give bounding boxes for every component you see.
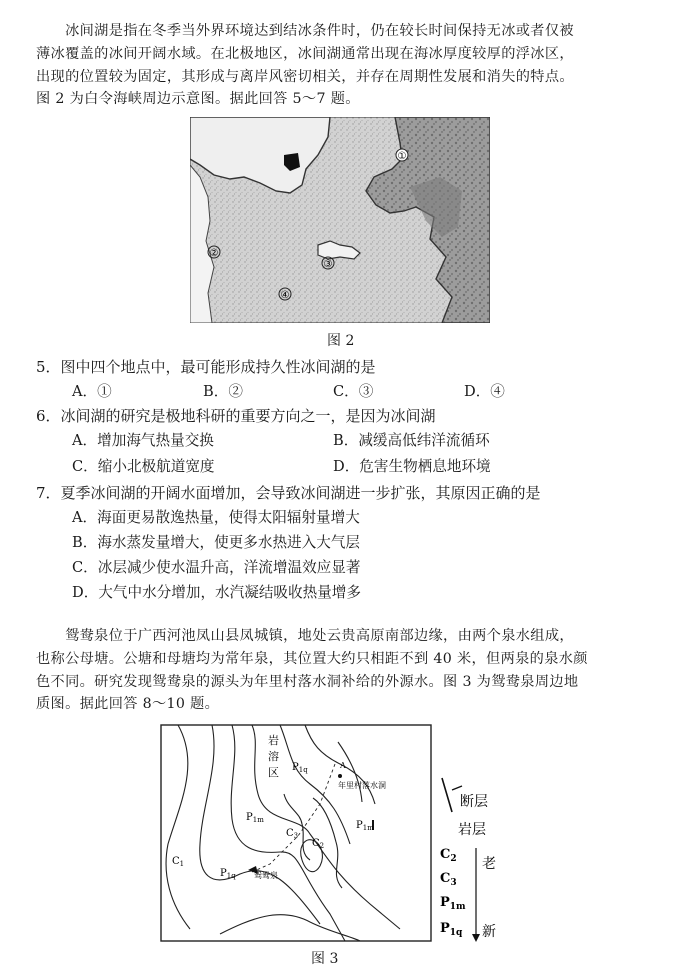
- question-7-option-b[interactable]: B．海水蒸发量增大，使更多水热进入大气层: [72, 534, 361, 551]
- map-label-spring: 鸳鸯泉: [254, 871, 278, 880]
- svg-text:①: ①: [397, 151, 407, 162]
- svg-text:④: ④: [280, 290, 290, 301]
- legend-stratum-1: $C_2$: [440, 847, 457, 864]
- question-5-option-b[interactable]: B．②: [203, 383, 243, 400]
- map-label-p1q-top: $P_{1q}$: [292, 762, 308, 774]
- question-6-stem: 6．冰间湖的研究是极地科研的重要方向之一，是因为冰间湖: [36, 407, 436, 425]
- legend-old: 老: [482, 856, 496, 872]
- map-label-c1: $C_1$: [172, 856, 185, 868]
- map-label-p1q-bottom: $P_{1q}$: [220, 868, 236, 880]
- figure-3-legend: [436, 776, 506, 946]
- passage-1: [36, 20, 668, 111]
- map-label-rock-2: 溶: [268, 750, 279, 763]
- figure-3-caption: 图 3: [311, 951, 339, 967]
- legend-new: 新: [482, 924, 496, 940]
- marker-2: [208, 246, 220, 259]
- geologic-map-svg: [160, 724, 432, 942]
- passage-2: [36, 625, 668, 716]
- marker-1: [396, 149, 408, 162]
- passage-1-line: 图 2 为白令海峡周边示意图。据此回答 5～7 题。: [36, 91, 360, 108]
- svg-text:②: ②: [209, 248, 219, 259]
- question-5-option-c[interactable]: C．③: [333, 383, 374, 400]
- passage-1-line: 冰间湖是指在冬季当外界环境达到结冰条件时，仍在较长时间保持无冰或者仅被: [36, 23, 574, 39]
- legend-stratum-2: $C_3$: [440, 871, 457, 888]
- marker-4: [279, 288, 291, 301]
- question-5-stem: 5．图中四个地点中，最可能形成持久性冰间湖的是: [36, 358, 376, 376]
- bering-strait-map: [190, 117, 490, 323]
- marker-3: [322, 257, 334, 270]
- question-7-stem: 7．夏季冰间湖的开阔水面增加，会导致冰间湖进一步扩张，其原因正确的是: [36, 484, 541, 502]
- passage-1-line: 出现的位置较为固定，其形成与离岸风密切相关，并存在周期性发展和消失的特点。: [36, 68, 574, 85]
- figure-3-geologic-map: [160, 724, 432, 942]
- map-label-point-a: A: [340, 761, 346, 770]
- map-label-p1m-right: $P_{1m}$: [356, 820, 374, 832]
- question-6-option-b[interactable]: B．减缓高低纬洋流循环: [333, 432, 490, 449]
- passage-2-line: 色不同。研究发现鸳鸯泉的源头为年里村落水洞补给的外源水。图 3 为鸳鸯泉周边地: [36, 673, 579, 690]
- legend-stratum-3: $P_{1m}$: [440, 895, 466, 912]
- figure-2-map: [190, 117, 490, 323]
- question-7-option-a[interactable]: A．海面更易散逸热量，使得太阳辐射量增大: [72, 509, 360, 526]
- legend-strata-title: 岩层: [458, 822, 486, 838]
- map-label-p1m-left: $P_{1m}$: [246, 812, 264, 824]
- passage-2-line: 也称公母塘。公塘和母塘均为常年泉，其位置大约只相距不到 40 米，但两泉的泉水颜: [36, 650, 588, 667]
- map-label-rock-3: 区: [268, 766, 279, 779]
- passage-1-line: 薄冰覆盖的冰间开阔水域。在北极地区，冰间湖通常出现在海冰厚度较厚的浮冰区，: [36, 45, 574, 62]
- map-label-sinkhole: 年里村落水洞: [338, 781, 386, 790]
- legend-svg: [436, 776, 506, 946]
- question-5-option-d[interactable]: D．④: [464, 383, 505, 400]
- svg-text:③: ③: [323, 259, 333, 270]
- passage-2-line: 质图。据此回答 8～10 题。: [36, 696, 220, 713]
- question-6-option-a[interactable]: A．增加海气热量交换: [72, 432, 214, 449]
- map-label-rock-1: 岩: [268, 734, 279, 747]
- figure-2-caption: 图 2: [327, 333, 355, 349]
- question-5-option-a[interactable]: A．①: [72, 383, 112, 400]
- passage-2-line: 鸳鸯泉位于广西河池凤山县凤城镇，地处云贵高原南部边缘，由两个泉水组成，: [36, 628, 574, 644]
- map-label-c3: $C_3$: [286, 828, 299, 840]
- question-7-option-d[interactable]: D．大气中水分增加，水汽凝结吸收热量增多: [72, 584, 361, 601]
- question-6-option-c[interactable]: C．缩小北极航道宽度: [72, 458, 215, 475]
- map-label-c2: $C_2$: [312, 838, 325, 850]
- question-6-option-d[interactable]: D．危害生物栖息地环境: [333, 458, 491, 475]
- legend-stratum-4: $P_{1q}$: [440, 921, 463, 938]
- legend-fault: 断层: [460, 794, 488, 810]
- question-7-option-c[interactable]: C．冰层减少使水温升高，洋流增温效应显著: [72, 559, 361, 576]
